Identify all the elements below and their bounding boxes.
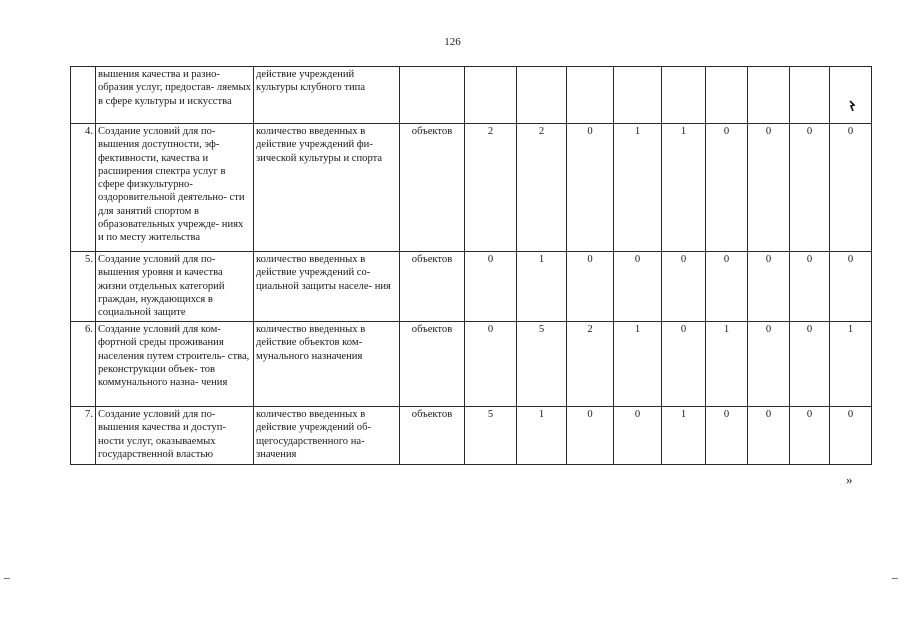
value-cell: 0 — [662, 252, 706, 322]
value-cell: 5 — [517, 322, 567, 407]
value-cell — [790, 67, 830, 124]
table-row — [71, 67, 872, 124]
value-cell: 0 — [662, 322, 706, 407]
goal-cell: Создание условий для по- вышения доступности, эф- фективности, качества и расширения спектра услуг в сфере физкультурно- оздоровительной деятельно- сти для занятий спортом в образовательных учрежде- ниях и по месту жительства — [96, 124, 254, 252]
unit-cell: объектов — [400, 124, 465, 252]
table-row — [71, 124, 872, 252]
value-cell: 2 — [517, 124, 567, 252]
indicator-cell: количество введенных в действие учреждений об- щегосударственного на- значения — [254, 407, 400, 465]
value-cell — [662, 67, 706, 124]
value-cell: 1 — [706, 322, 748, 407]
value-cell: 1 — [614, 322, 662, 407]
value-cell: 0 — [748, 322, 790, 407]
value-cell — [830, 67, 872, 124]
row-number: 7. — [71, 407, 96, 465]
value-cell: 0 — [706, 407, 748, 465]
value-cell — [706, 67, 748, 124]
value-cell: 0 — [567, 124, 614, 252]
goal-cell: вышения качества и разно- образия услуг, предостав- ляемых в сфере культуры и искусства — [96, 67, 254, 124]
value-cell: 1 — [662, 407, 706, 465]
value-cell: 2 — [465, 124, 517, 252]
value-cell: 0 — [790, 322, 830, 407]
row-number: 4. — [71, 124, 96, 252]
value-cell: 0 — [790, 407, 830, 465]
indicator-cell: действие учреждений культуры клубного типа — [254, 67, 400, 124]
value-cell: 0 — [465, 322, 517, 407]
row-number — [71, 67, 96, 124]
value-cell: 0 — [748, 407, 790, 465]
row-number: 5. — [71, 252, 96, 322]
value-cell: 1 — [517, 252, 567, 322]
value-cell: 2 — [567, 322, 614, 407]
value-cell — [614, 67, 662, 124]
value-cell: 1 — [614, 124, 662, 252]
value-cell: 0 — [748, 124, 790, 252]
value-cell: 0 — [465, 252, 517, 322]
row-number: 6. — [71, 322, 96, 407]
value-cell: 0 — [790, 124, 830, 252]
value-cell — [465, 67, 517, 124]
value-cell: 0 — [748, 252, 790, 322]
goal-cell: Создание условий для по- вышения уровня и качества жизни отдельных категорий граждан, нуждающихся в социальной защите — [96, 252, 254, 322]
value-cell: 5 — [465, 407, 517, 465]
value-cell: 0 — [830, 252, 872, 322]
value-cell: 0 — [706, 252, 748, 322]
unit-cell — [400, 67, 465, 124]
table-row — [71, 322, 872, 407]
value-cell: 0 — [790, 252, 830, 322]
value-cell: 0 — [830, 124, 872, 252]
pen-mark-icon — [848, 100, 856, 112]
indicator-cell: количество введенных в действие учреждений фи- зической культуры и спорта — [254, 124, 400, 252]
value-cell — [517, 67, 567, 124]
unit-cell: объектов — [400, 252, 465, 322]
unit-cell: объектов — [400, 322, 465, 407]
value-cell: 1 — [830, 322, 872, 407]
indicator-cell: количество введенных в действие объектов ком- мунального назначения — [254, 322, 400, 407]
unit-cell: объектов — [400, 407, 465, 465]
value-cell — [567, 67, 614, 124]
table-row — [71, 407, 872, 465]
goal-cell: Создание условий для ком- фортной среды проживания населения путем строитель- ства, реконструкции объек- тов коммунального назна- чения — [96, 322, 254, 407]
value-cell: 0 — [567, 407, 614, 465]
scan-edge-mark — [4, 578, 10, 579]
indicator-cell: количество введенных в действие учреждений со- циальной защиты населе- ния — [254, 252, 400, 322]
value-cell: 0 — [830, 407, 872, 465]
value-cell: 0 — [706, 124, 748, 252]
table-row — [71, 252, 872, 322]
value-cell: 1 — [517, 407, 567, 465]
page-number: 126 — [444, 36, 461, 48]
value-cell: 1 — [662, 124, 706, 252]
value-cell — [748, 67, 790, 124]
closing-quote-mark: » — [846, 472, 853, 487]
value-cell: 0 — [614, 407, 662, 465]
value-cell: 0 — [614, 252, 662, 322]
goals-indicators-table — [70, 66, 872, 465]
scan-edge-mark — [892, 578, 898, 579]
value-cell: 0 — [567, 252, 614, 322]
goal-cell: Создание условий для по- вышения качества и доступ- ности услуг, оказываемых государственной властью — [96, 407, 254, 465]
